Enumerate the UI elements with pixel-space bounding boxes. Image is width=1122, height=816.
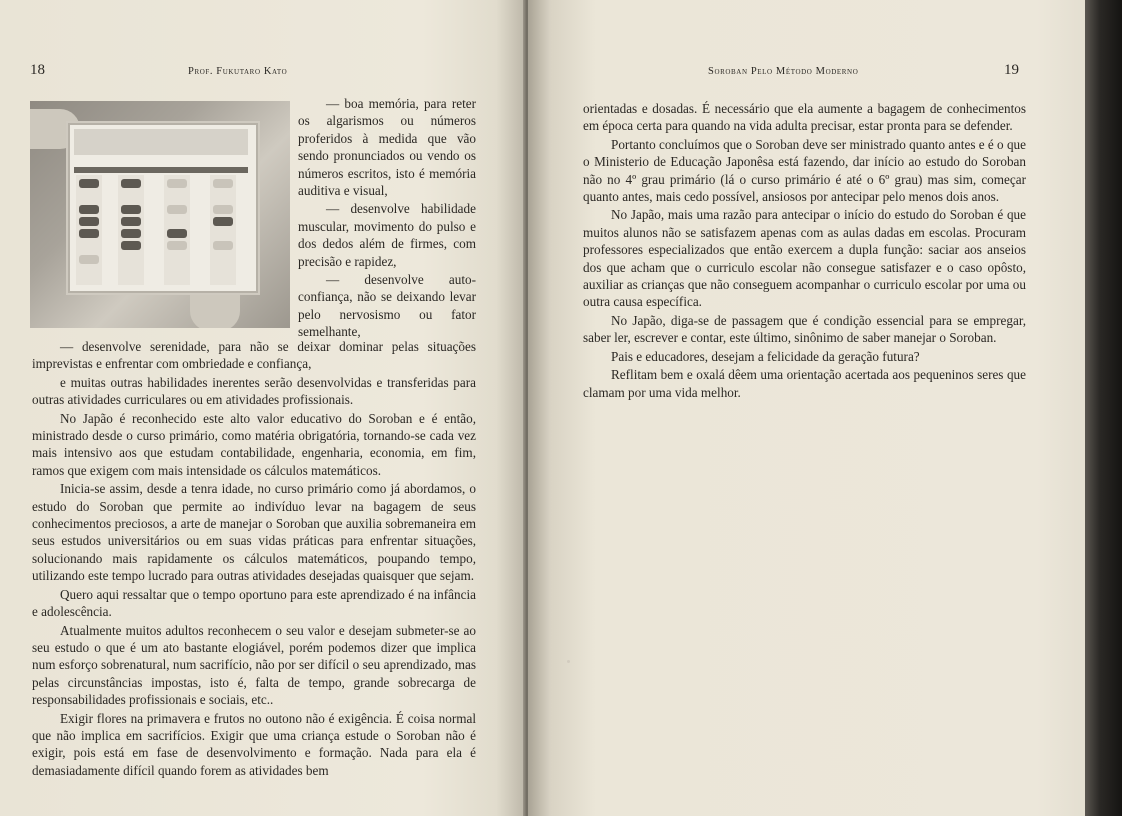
paragraph: orientadas e dosadas. É necessário que ela aumente a bagagem de conhecimentos em época certa para quando na vida adulta precisar, estar pronta para se defender. <box>583 101 1026 134</box>
paragraph: No Japão, mais uma razão para antecipar o início do estudo do Soroban é que muitos alunos não se satisfazem apenas com as aulas dadas em escolas. Procuram professores especializados que então exercem a dupla função: saciar aos anseios dos que acham que o curriculo escolar não consegue satisfazer e o caso opôsto, auxiliar as crianças que não conseguem acompanhar o curriculo escolar por uma ou outra causa específica. <box>583 207 1026 310</box>
right-body-text <box>583 100 1026 401</box>
paragraph: No Japão, diga-se de passagem que é condição essencial para se empregar, saber ler, escrever e contar, este último, sinônimo de saber manejar o Soroban. <box>583 312 1026 346</box>
running-head-right: Soroban Pelo Método Moderno <box>708 66 859 77</box>
paragraph: e muitas outras habilidades inerentes serão desenvolvidas e transferidas para outras atividades curriculares ou em atividades profissionais. <box>32 374 476 408</box>
paragraph: Pais e educadores, desejam a felicidade da geração futura? <box>611 348 920 364</box>
paragraph: No Japão é reconhecido este alto valor educativo do Soroban e é então, ministrado desde o curso primário, como matéria obrigatória, tornando-se cada vez mais intensivo aos que estudam contabilidade, engenharia, economia, em fim, ramos que exigem com mais intensidade os cálculos matemáticos. <box>32 410 476 478</box>
list-item: — desenvolve habilidade muscular, movimento do pulso e dos dedos além de firmes, com precisão e rapidez, <box>298 201 476 269</box>
left-body-text <box>32 338 476 779</box>
page-speck <box>567 660 570 663</box>
page-number-left: 18 <box>30 62 45 78</box>
paragraph: — desenvolve serenidade, para não se deixar dominar pelas situações imprevistas e enfrentar com ombriedade e confiança, <box>32 339 476 372</box>
paragraph: Reflitam bem e oxalá dêem uma orientação acertada aos pequeninos seres que clamam por uma vida melhor. <box>583 367 1026 400</box>
paragraph: Inicia-se assim, desde a tenra idade, no curso primário como já abordamos, o estudo do Soroban que permite ao indivíduo levar na bagagem de seus conhecimentos preciosos, a arte de manejar o Soroban que auxilia sobremaneira em seus estudos universitários ou em suas vidas práticas para enfrentar situações, solucionando mais rapidamente os cálculos matemáticos, poupando tempo, utilizando este tempo lucrado para outras atividades desejadas quaisquer que sejam. <box>32 481 476 584</box>
background-edge <box>1085 0 1122 816</box>
running-head-left: Prof. Fukutaro Kato <box>188 66 288 77</box>
paragraph: Exigir flores na primavera e frutos no outono não é exigência. É coisa normal que não implica em sacrifícios. Exigir que uma criança estude o Soroban não é exigir, pois está em fase de desenvolvimento e formação. Nada para ela é demasiadamente difícil quando forem as atividades bem <box>32 710 476 778</box>
list-item: — desenvolve auto-confiança, não se deixando levar pelo nervosismo ou fator semelhante, <box>298 272 476 340</box>
soroban-abacus-icon <box>66 121 260 295</box>
paragraph: Atualmente muitos adultos reconhecem o seu valor e desejam submeter-se ao seu estudo o que é um ato bastante elogiável, porém podemos dizer que implica num esforço sobrenatural, num sacrifício, não por ser difícil o seu aprendizado, mas pelas circunstâncias impostas, isto é, falta de tempo, grande sobrecarga de responsabilidades profissionais e sociais, etc.. <box>32 622 476 708</box>
left-page <box>0 0 528 816</box>
paragraph: Portanto concluímos que o Soroban deve ser ministrado quanto antes e é o que o Ministerio de Educação Japonêsa está fazendo, dar início ao estudo do Soroban não no 4º grau primário (lá o curso primário é até o 6º grau) mas sim, começar quanto antes, mais cedo possível, ansiosos por antecipar pelo menos dois anos. <box>583 136 1026 205</box>
page-number-right: 19 <box>1004 62 1019 78</box>
narrow-column <box>298 95 476 341</box>
list-item: — boa memória, para reter os algarismos ou números proferidos à medida que vão sendo pronunciados ou vendo os números escritos, isto é memória auditiva e visual, <box>298 96 476 199</box>
soroban-photo <box>30 101 290 328</box>
paragraph: Quero aqui ressaltar que o tempo oportuno para este aprendizado é na infância e adolescência. <box>32 586 476 620</box>
